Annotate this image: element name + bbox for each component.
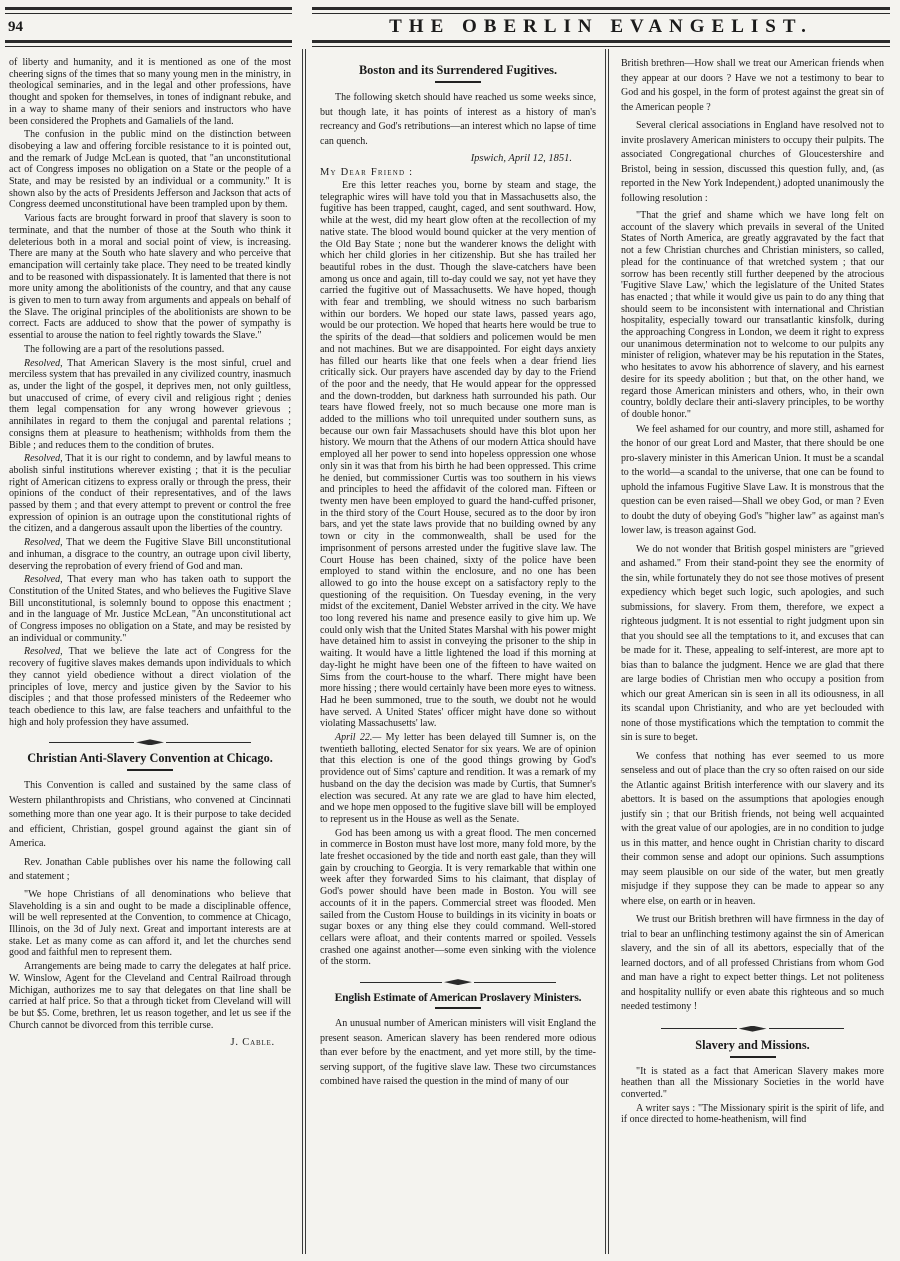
body-paragraph: An unusual number of American ministers will visit England the present season. American slavery has been rendered more odious than ever before by the enactment, and yet more still, by the time-serving support, of the fugitive slave law. These two circumstances combined have raised the question in the mind of many of our (320, 1018, 596, 1088)
paragraph-lead-word: Resolved, (24, 357, 63, 369)
resolution-paragraph: Resolved, That every man who has taken oath to support the Constitution of the United States, and who believes the Fugitive Slave Bill unconstitutional, is solemnly bound to oppose this enactment ; and in the language of Mr. Justice McLean, "An unconstitutional act of Congress imposes no obligation on a State, and may be resisted by an individual or community." (9, 574, 291, 644)
article-heading: Boston and its Surrendered Fugitives. (358, 63, 558, 77)
letter-paragraph: Ere this letter reaches you, borne by steam and stage, the telegraphic wires will have told you that in Massachusetts also, the fugitive has been trapped, caught, caged, and sent southward. How, while at the west, did my heart glow often at the recollection of my native state. The blood would bound quicker at the very mention of the Old Bay State ; none but the wanderer knows the delight with which her child glories in her citizenship. But she has trailed her beautiful robes in the dust. Though the slave-catchers have been among us once and again, till to-day could we say, not yet have they carried the fugitive out of Massachusetts. We have hoped, though with fear and trembling, we should witness no such barbarism within our borders. We hoped our state laws, passed years ago, would be our protection. We hoped that hearts here would be true to the spirits of the dead—that soldiers and policemen would be men and not machines. But we are disappointed. For eight days anxiety has filled our hearts like that one feels when a dear friend lies critically sick. Our prayers have ascended day by day to the Friend of the poor and the needy, that He would appear for the oppressed and the down-trodden, but darkness hath surrounded his path. Our tears have flowed freely, not so much because one more man is added to the millions who toil unrequited under southern suns, as because our own fair Massachusets should have this blot upon her history. We mourn that the Athens of our modern Attica should have employed all her power to send into hopeless oppression one whose only sin it was that from his birth he had been oppressed. This crime he denied, but commissioner Curtis was too southern in his views and principles to heed the affidavit of the colored man. Fifteen or twenty men have been employed to guard the hand-cuffed prisoner, in the third story of the Court House, secured as to the door by iron bars, and yet the state laws provide that no building owned by any town or city in the commonwealth, shall be used for the imprisonment of persons arrested under the fugitive slave law. The Court House has been chained, sixty of the police have been employed to stand within the enclosure, and no one has been allowed to go into the house except on a satisfactory reply to the questioning of the requisition. On Tuesday evening, in the very midst of the excitement, Daniel Webster arrived in the city. We have too long revered his name and presence easily to give him up. We could only wish that the United States Marshal with his power might have detained him to assist in conveying the prisoner to the ship in waiting. It would have a little lightened the load if this morning at day-light he might have been one of the fifteen to have waited on Sims from the court-house to the wharf. There might have been more hissing ; there would certainly have been more eyes to witness. Had he been summoned, true to the south, we doubt not he would have served. A United States' officer might have done so without violating Massachusetts' law. (320, 180, 596, 730)
heading-rule (127, 769, 173, 771)
editor-note-paragraph: The following sketch should have reached us some weeks since, but though late, it has points of interest as a history of man's recreancy and God's retributions—an interest which no lapse of time can quench. (320, 92, 596, 147)
column-middle (306, 49, 605, 1254)
page-body (0, 49, 900, 1254)
quoted-call-paragraph: "We hope Christians of all denominations who believe that Slaveholding is a sin and ought to be made a disciplinable offence, will be well represented at the Convention, to commence at Chicago, Illinois, on the 3d of July next. Great and important interests are at stake. Let as many come as can afford it, and let the churches send good and faithful men to represent them. (9, 888, 291, 959)
divider-line (360, 982, 442, 983)
section-divider (661, 1026, 844, 1032)
paragraph-lead-word: Resolved, (24, 574, 63, 586)
body-paragraph: A writer says : "The Missionary spirit is the spirit of life, and if once directed to home-heathenism, will find (621, 1102, 884, 1126)
page-header (0, 0, 900, 47)
divider-line (474, 982, 556, 983)
letter-paragraph: God has been among us with a great flood. The men concerned in commerce in Boston must have lost more, many fold more, by the late freshet occasioned by the tide and north east gale, than they will gain by crouching to Georgia. It is very remarkable that within one week after they forwarded Sims to his claimant, that display of God's power should have been made in Boston. You will see accounts of it in the papers. Commercial street was flooded. Men sailed from the Custom House to buildings in its vicinity in boats or sugar boxes or any thing else they could command. Well-stored cellars were afloat, and their contents marred or spoiled. Vessels crashed one against another—some even sinking with the violence of the storm. (320, 827, 596, 968)
masthead-title: THE OBERLIN EVANGELIST. (389, 16, 813, 37)
body-paragraph: This Convention is called and sustained by the same class of Western philanthropists and Christians, who convened at Cincinnati something more than one year ago. It is their purpose to take decided and efficient, Christian, gospel ground against the giant sin of America. (9, 780, 291, 850)
section-divider (49, 739, 251, 745)
body-paragraph: We feel ashamed for our country, and more still, ashamed for the honor of our great Lord and Master, that there should be one pro-slavery minister in this American Union. It must be a scandal to the world—a scandal to the universe, that one can be found to uphold the infamous Fugitive Slave Law. It is monstrous that the question can be even raised—Shall we obey God, or man ? Even to doubt the duty of obeying God's "higher law" as against man's lower law, is treason against God. (621, 423, 884, 537)
body-paragraph: Various facts are brought forward in proof that slavery is soon to terminate, and that the number of those at the South who think it deleterious both in a moral and social point of view, is increasing. There are many at the South who hate slavery and who perceive that emancipation will certainly take place. They need to be treated kindly and to be reasoned with dispassionately. It is lamented that there is not more unity among the abolitionists of the country, and that any cause is given to men to turn away from arguments and appeals on behalf of the Slave. The original principles of the abolitionists are shown to be correct. Facts are adduced to show that the power of sympathy is essential to arouse the nation to feel rightly towards the Slave." (9, 213, 291, 342)
column-right (609, 49, 900, 1254)
resolution-paragraph: Resolved, That we deem the Fugitive Slave Bill unconstitutional and inhuman, a disgrace to the country, an outrage upon civil liberty, deserving the reprobation of every friend of God and man. (9, 537, 291, 572)
paragraph-lead-word: April 22.— (335, 732, 382, 744)
continuation-paragraph: British brethren—How shall we treat our American friends when they appear at our doors ? Have we not a testimony to bear to God and his gospel, in the form of protest against the great sin of the American people ? (621, 58, 884, 113)
body-paragraph: Rev. Jonathan Cable publishes over his name the following call and statement ; (9, 856, 291, 883)
resolution-paragraph: Resolved, That American Slavery is the most sinful, cruel and merciless system that has prevailed in any civilized country, inasmuch as, under the light of the gospel, it deprives men, not only guiltless, but unaccused of crime, of every civil and religious right ; denies them legal compensation for any wrong however grievous ; annihilates in regard to them the conjugal and parental relations ; consigns them at pleasure to heathenism; withholds from them the Bible ; and reduces them to the condition of brutes. (9, 357, 291, 451)
dateline: Ipswich, April 12, 1851. (470, 153, 572, 164)
quoted-paragraph: "It is stated as a fact that American Slavery makes more heathen than all the Missionary Societies in the world have converted." (621, 1065, 884, 1101)
header-left (0, 7, 300, 47)
header-rule (312, 40, 890, 47)
divider-line (661, 1028, 737, 1029)
diamond-ornament-icon (444, 979, 472, 985)
heading-rule (435, 1007, 481, 1009)
body-paragraph: The following are a part of the resolutions passed. (24, 343, 225, 355)
divider-line (49, 742, 134, 743)
quoted-resolution-paragraph: "That the grief and shame which we have long felt on account of the slavery which prevails in several of the United States of North America, are greatly aggravated by the fact that not a few Christian churches and Christian ministers, so called, plead for the continuance of that wretched system ; that our sorrow has been recently still further deepened by the atrocious 'Fugitive Slave Law,' which the legislature of the United States has enacted ; that while it would give us pain to do any thing that should seem to be inconsistent with international and Christian hospitality, especially toward our transatlantic kinsfolk, during the approaching Congress in London, we deem it right to express our unanimous determination not to welcome to our pulpits any minister of religion, whatever may be his reputation in the States, who hesitates to avow his abhorrence of slavery, and his earnest desire for its speedy abolition ; but that, on the other hand, we regard those American ministers and others, who, in their own country, boldly declare their anti-slavery principles, to be worthy of double honor." (621, 210, 884, 420)
body-paragraph: Several clerical associations in England have resolved not to invite proslavery American ministers to occupy their pulpits. The associated Congregational churches of Gloucestershire and Bristol, being in session, discussed this question fully, and, (as reported in the New York Independent,) adopted unanimously the following resolution : (621, 120, 884, 204)
diamond-ornament-icon (739, 1026, 767, 1032)
article-heading: English Estimate of American Proslavery Ministers. (334, 991, 582, 1005)
article-heading: Slavery and Missions. (695, 1037, 810, 1052)
header-rule (5, 7, 292, 14)
section-divider (360, 979, 556, 985)
header-rule (5, 40, 292, 47)
header-right (300, 7, 900, 47)
body-paragraph: We do not wonder that British gospel ministers are "grieved and ashamed." From their stand-point they see the enormity of the sin, while fortunately they do not see those motives of present expediency which beget such logic, such apologies, and such submissions, for slavery. From them, therefore, we expect a righteous judgment. It is not essential to right judgment upon sin that you should see all the temptations to it, and excuses that can be made for it. These, appealing to self-interest, are more apt to bias than to balance the judgment. Hence we are glad that there are large bodies of Christian men who occupy a position from which our great American sin is seen in all its odiousness, in all its scandal upon Christianity, and who are yet beclouded with none of those mystifications which the temptation to commit the sin is sure to beget. (621, 543, 884, 744)
divider-line (769, 1028, 845, 1029)
continuation-paragraph: of liberty and humanity, and it is mentioned as one of the most cheering signs of the times that so many young men in the ministry, in theological seminaries, and in the legal and other professions, have thought and spoken for themselves, in tones of indignant rebuke, and in a way to shame many of their seniors and instructors who have been considered the Prophets and Gamaliels of the land. (9, 57, 291, 127)
resolution-paragraph: Resolved, That we believe the late act of Congress for the recovery of fugitive slaves makes demands upon individuals to which they cannot yield obedience without a direct violation of the principles of love, mercy and justice given by the Savior to his disciples ; and that those professed ministers of the Redeemer who teach obedience to this law, are false teachers and unfaithful to the high and holy profession they have assumed. (9, 646, 291, 728)
body-paragraph: We confess that nothing has ever seemed to us more senseless and out of place than the cry so often raised on our side the Atlantic against British interference with our slavery and its abettors. It is based on the assumptions that apologies enough justify sin ; that our British friends, not being well acquainted with the great value of our apologies, are in no condition to judge us in this matter, and hence ought in Christian charity to discard their common sense and adopt our opinions. Such assumptions may seem plausible on our side of the water, but men greatly misjudge if they suppose they can be made to appear so any where else, on earth or in heaven. (621, 750, 884, 907)
paragraph-lead-word: Resolved, (24, 537, 63, 549)
resolution-paragraph: Resolved, That it is our right to condemn, and by lawful means to abolish sinful institutions wherever existing ; that it is the peculiar right of American citizens to express orally or through the press, their opinions of the conduct of their representatives, and of the laws passed by them ; and that every attempt to prevent or control the free expression of opinion is an outrage upon the constitutional rights of the citizen, and a dangerous assault upon the liberties of the country. (9, 453, 291, 535)
heading-rule (435, 81, 481, 83)
paragraph-lead-word: Resolved, (24, 453, 63, 465)
column-left (0, 49, 302, 1254)
heading-rule (730, 1056, 776, 1058)
body-paragraph: We trust our British brethren will have firmness in the day of trial to bear an unflinching testimony against the sin of American slavery, and the sin of all its abettors, especially that of the learned doctors, and of all professed Christians from whom God and man have a right to expect better things. Let not politeness and hospitality nullify or even abate this righteous and so much needed testimony ! (621, 914, 884, 1013)
letter-paragraph: April 22.— My letter has been delayed till Sumner is, on the twentieth balloting, elected Senator for six years. We are of opinion that this election is one of the good things growing by God's providence out of Sims' capture and rendition. It was a remark of my husband on the day the decision was made by Curtis, that Sumner's election was secured. At any rate we are glad to have him elected, and we hope men opposed to the fugitive slave bill will be employed to represent us in the House as well as the Senate. (320, 732, 597, 825)
article-heading: Christian Anti-Slavery Convention at Chicago. (27, 751, 273, 766)
paragraph-lead-word: Resolved, (24, 646, 63, 658)
signature: J. Cable. (230, 1037, 275, 1049)
divider-line (166, 742, 251, 743)
header-rule (312, 7, 890, 14)
body-paragraph: The confusion in the public mind on the distinction between disobeying a law and offering forcible resistance to it is pointed out, and the remark of Judge McLean is quoted, that "an unconstitutional act of Congress imposes no obligation on a State or the people of a State, and may be resisted by an individual or a community." It is shown also by the acts of Presidents Jefferson and Jackson that acts of Congress deemed unconstitutional have been trampled upon by them. (9, 129, 291, 211)
page-number: 94 (8, 19, 23, 35)
diamond-ornament-icon (136, 739, 164, 745)
salutation: My Dear Friend : (320, 167, 414, 178)
quoted-call-paragraph: Arrangements are being made to carry the delegates at half price. W. Winslow, Agent for the Cleveland and Central Railroad through Michigan, authorizes me to say that delegates on that line shall be carried at half price. So that a through ticket from Cleveland will will be but $5. Come, brethren, let us reason together, and let us see if the Church cannot be divorced from this terrible curse. (9, 961, 291, 1031)
